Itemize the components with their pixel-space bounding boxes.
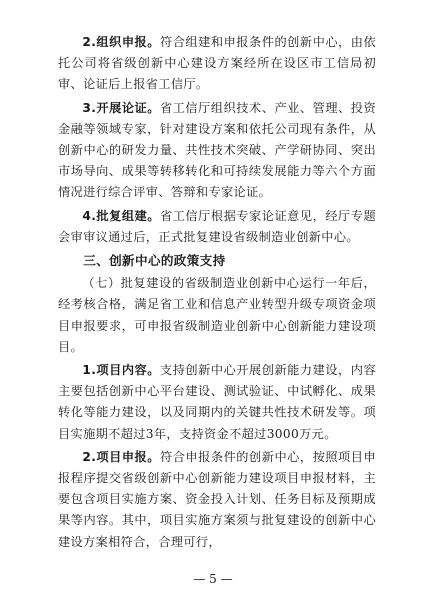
paragraph-policy-support (58, 273, 376, 358)
paragraph-text: 省工信厅组织技术、产业、管理、投资金融等领域专家，针对建设方案和依托公司现有条件，从创新中心的研发力量、共性技术突破、产学研协同、突出市场导向、成果等转移转化和可持续发展能力等六个方面情况进行综合评审、答辩和专家论证。 (58, 100, 377, 200)
paragraph-text: 符合申报条件的创新中心，按照项目申报程序提交省级创新中心创新能力建设项目申报材料，主要包含项目实施方案、资金投入计划、任务目标及预期成果等内容。其中，项目实施方案须与批复建设的创新中心建设方案相符合，合理可行， (58, 449, 377, 549)
paragraph-project-application (58, 447, 376, 553)
paragraph-project-content (58, 360, 376, 445)
paragraph-lead: 2.组织申报。 (82, 35, 160, 49)
paragraph-text: 省工信厅根据专家论证意见，经厅专题会审审议通过后，正式批复建设省级制造业创新中心。 (58, 208, 377, 244)
paragraph-lead: 4.批复组建。 (82, 208, 160, 223)
document-body (58, 32, 376, 555)
page-number: — 5 — (193, 572, 233, 586)
paragraph-text: 支持创新中心开展创新能力建设，内容主要包括创新中心平台建设、测试验证、中试孵化、成果转化等能力建设，以及同期内的关键共性技术研发等。项目实施期不超过3年，支持资金不超过3000万元。 (58, 363, 377, 441)
paragraph-text: 符合组建和申报条件的创新中心，由依托公司将省级创新中心建设方案经所在设区市工信局初审、论证后上报省工信厅。 (58, 35, 377, 92)
paragraph-organize-application (58, 32, 376, 96)
paragraph-conduct-review (58, 98, 376, 204)
paragraph-lead: 3.开展论证。 (82, 100, 160, 115)
paragraph-lead: 1.项目内容。 (82, 363, 160, 378)
paragraph-approve-establishment (58, 206, 376, 248)
paragraph-lead: 2.项目申报。 (82, 449, 160, 464)
paragraph-text: （七）批复建设的省级制造业创新中心运行一年后，经考核合格，满足省工业和信息产业转型升级专项资金项目申报要求，可申报省级制造业创新中心创新能力建设项目。 (58, 276, 376, 354)
section-heading: 三、创新中心的政策支持 (83, 253, 226, 269)
